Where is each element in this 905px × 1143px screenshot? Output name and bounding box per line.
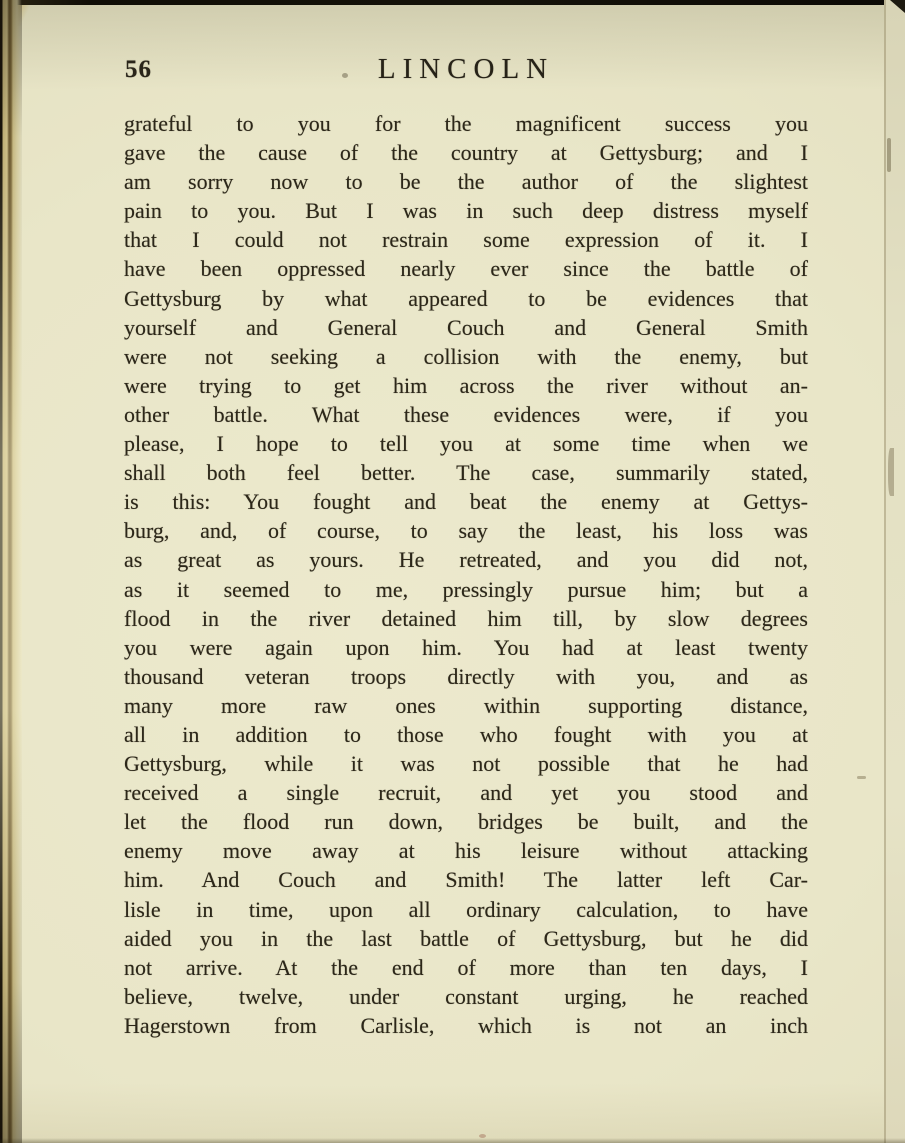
text-line: am sorry now to be the author of the slightest xyxy=(124,169,808,195)
text-line: as it seemed to me, pressingly pursue him; but a xyxy=(124,576,808,602)
text-line: were trying to get him across the river without an- xyxy=(124,372,808,398)
text-line: have been oppressed nearly ever since the battle of xyxy=(124,256,808,282)
text-line: let the flood run down, bridges be built, and the xyxy=(124,809,808,835)
text-line: believe, twelve, under constant urging, he reached xyxy=(124,983,808,1009)
running-header-title: LINCOLN xyxy=(377,53,555,85)
body-text xyxy=(124,109,808,1040)
scan-bottom-shadow xyxy=(0,1138,905,1143)
text-line: Gettysburg, while it was not possible that he had xyxy=(124,751,808,777)
text-line: shall both feel better. The case, summarily stated, xyxy=(124,460,808,486)
text-line: many more raw ones within supporting distance, xyxy=(124,692,808,718)
page-header xyxy=(124,53,808,107)
text-line: please, I hope to tell you at some time when we xyxy=(124,431,808,457)
text-line: aided you in the last battle of Gettysburg, but he did xyxy=(124,925,808,951)
text-line: other battle. What these evidences were, if you xyxy=(124,401,808,427)
text-line: burg, and, of course, to say the least, his loss was xyxy=(124,518,808,544)
page-edge-notch xyxy=(887,138,891,172)
text-line: as great as yours. He retreated, and you did not, xyxy=(124,547,808,573)
text-line: grateful to you for the magnificent success you xyxy=(124,111,808,136)
text-line: flood in the river detained him till, by slow degrees xyxy=(124,605,808,631)
text-line: yourself and General Couch and General Smith xyxy=(124,314,808,340)
ink-speck xyxy=(479,1134,486,1138)
text-line: gave the cause of the country at Gettysburg; and I xyxy=(124,140,808,166)
page-number: 56 xyxy=(125,56,152,83)
text-line: were not seeking a collision with the enemy, but xyxy=(124,343,808,369)
text-line: thousand veteran troops directly with you, and as xyxy=(124,663,808,689)
text-line: him. And Couch and Smith! The latter left Car- xyxy=(124,867,808,893)
text-line: you were again upon him. You had at least twenty xyxy=(124,634,808,660)
printed-content xyxy=(124,0,808,1038)
page-edge-notch xyxy=(888,448,894,496)
text-line: Hagerstown from Carlisle, which is not an inch xyxy=(124,1012,808,1038)
text-line: received a single recruit, and yet you stood and xyxy=(124,780,808,806)
text-line: that I could not restrain some expression of it. I xyxy=(124,227,808,253)
text-line: Gettysburg by what appeared to be evidences that xyxy=(124,285,808,311)
text-line: pain to you. But I was in such deep distress myself xyxy=(124,198,808,224)
ink-speck xyxy=(857,776,866,779)
book-gutter-left-edge xyxy=(0,0,22,1143)
text-line: all in addition to those who fought with you at xyxy=(124,721,808,747)
text-line: not arrive. At the end of more than ten days, I xyxy=(124,954,808,980)
text-line: is this: You fought and beat the enemy at Gettys- xyxy=(124,489,808,515)
text-line: lisle in time, upon all ordinary calculation, to have xyxy=(124,896,808,922)
text-line: enemy move away at his leisure without attacking xyxy=(124,838,808,864)
